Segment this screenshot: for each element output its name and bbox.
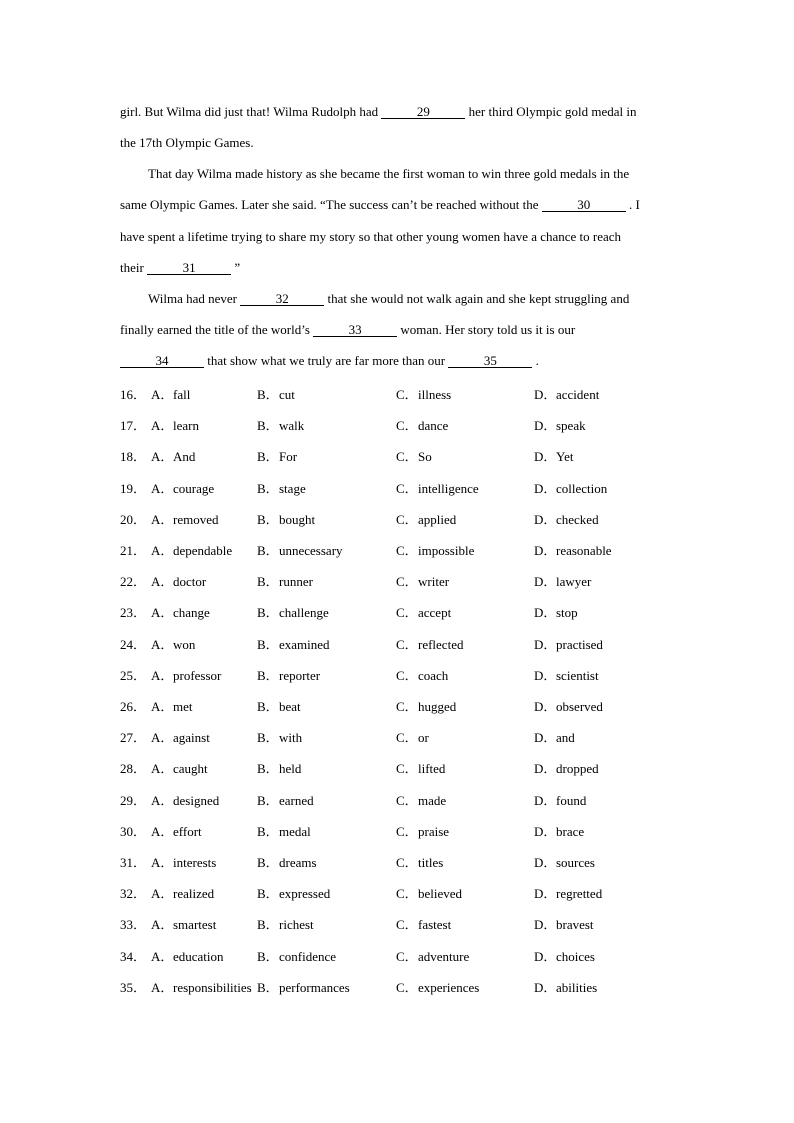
option-c[interactable]: [396, 540, 474, 559]
option-b[interactable]: [257, 790, 314, 809]
option-text: hugged: [418, 699, 457, 714]
option-d[interactable]: [534, 758, 599, 777]
option-letter: B．: [257, 574, 279, 589]
option-letter: C．: [396, 980, 418, 995]
option-text: met: [173, 699, 193, 714]
option-letter: C．: [396, 574, 418, 589]
option-letter: D．: [534, 886, 557, 901]
option-d[interactable]: [534, 540, 612, 559]
option-d[interactable]: [534, 509, 599, 528]
option-letter: C．: [396, 512, 418, 527]
option-letter: A．: [151, 512, 174, 527]
option-letter: A．: [151, 886, 174, 901]
option-text: stage: [279, 481, 306, 496]
option-b[interactable]: [257, 509, 315, 528]
option-text: confidence: [279, 949, 337, 964]
passage-text: that show what we truly are far more than our: [204, 353, 449, 368]
option-b[interactable]: [257, 665, 320, 684]
option-letter: A．: [151, 449, 174, 464]
option-text: writer: [418, 574, 450, 589]
option-c[interactable]: [396, 758, 445, 777]
passage-text: the 17th Olympic Games.: [120, 135, 254, 150]
option-a[interactable]: [151, 602, 210, 621]
question-number: 21．: [120, 543, 147, 558]
passage-line-1: [120, 104, 637, 120]
option-letter: D．: [534, 574, 557, 589]
option-letter: C．: [396, 855, 418, 870]
option-text: abilities: [556, 980, 598, 995]
option-d[interactable]: [534, 946, 595, 965]
option-text: found: [556, 793, 587, 808]
option-text: with: [279, 730, 303, 745]
option-letter: B．: [257, 418, 279, 433]
option-letter: A．: [151, 699, 174, 714]
passage-text: . I: [625, 197, 640, 212]
option-letter: B．: [257, 512, 279, 527]
question-number: 27．: [120, 730, 147, 745]
option-text: runner: [279, 574, 313, 589]
option-d[interactable]: [534, 821, 584, 840]
option-letter: D．: [534, 980, 557, 995]
passage-line-7: [148, 291, 629, 307]
question-number: 32．: [120, 886, 147, 901]
option-b[interactable]: [257, 540, 343, 559]
option-letter: B．: [257, 824, 279, 839]
option-letter: A．: [151, 543, 174, 558]
option-text: won: [173, 637, 196, 652]
option-text: earned: [279, 793, 314, 808]
option-b[interactable]: [257, 571, 313, 590]
passage-text: girl. But Wilma did just that! Wilma Rudolph had: [120, 104, 382, 119]
question-number: 29．: [120, 793, 147, 808]
option-letter: C．: [396, 481, 418, 496]
option-text: interests: [173, 855, 217, 870]
option-text: bravest: [556, 917, 594, 932]
option-text: unnecessary: [279, 543, 343, 558]
option-letter: B．: [257, 543, 279, 558]
option-b[interactable]: [257, 758, 301, 777]
option-letter: C．: [396, 543, 418, 558]
option-b[interactable]: [257, 852, 317, 871]
option-letter: A．: [151, 824, 174, 839]
option-c[interactable]: [396, 790, 446, 809]
option-text: experiences: [418, 980, 480, 995]
option-d[interactable]: [534, 571, 591, 590]
option-text: and: [556, 730, 575, 745]
option-text: praise: [418, 824, 450, 839]
option-letter: C．: [396, 699, 418, 714]
passage-text: that she would not walk again and she kept struggling and: [324, 291, 630, 306]
option-a[interactable]: [151, 946, 224, 965]
option-letter: B．: [257, 730, 279, 745]
option-letter: D．: [534, 793, 557, 808]
option-text: responsibilities: [173, 980, 252, 995]
passage-line-5: [120, 229, 621, 245]
passage-text: her third Olympic gold medal in: [465, 104, 637, 119]
option-text: caught: [173, 761, 208, 776]
option-a[interactable]: [151, 696, 193, 715]
option-text: dance: [418, 418, 449, 433]
option-letter: D．: [534, 387, 557, 402]
option-letter: A．: [151, 418, 174, 433]
option-letter: C．: [396, 605, 418, 620]
option-letter: B．: [257, 699, 279, 714]
blank-33[interactable]: 33: [313, 323, 397, 337]
option-text: stop: [556, 605, 578, 620]
option-d[interactable]: [534, 384, 599, 403]
option-text: expressed: [279, 886, 331, 901]
question-number: 24．: [120, 637, 147, 652]
option-b[interactable]: [257, 946, 336, 965]
option-text: performances: [279, 980, 350, 995]
option-letter: B．: [257, 761, 279, 776]
passage-line-8: [120, 322, 575, 338]
option-a[interactable]: [151, 977, 252, 996]
question-number: 34．: [120, 949, 147, 964]
passage-line-2: [120, 135, 254, 151]
option-c[interactable]: [396, 509, 456, 528]
option-text: learn: [173, 418, 199, 433]
option-letter: C．: [396, 637, 418, 652]
option-letter: C．: [396, 418, 418, 433]
option-text: fall: [173, 387, 191, 402]
option-letter: C．: [396, 917, 418, 932]
option-a[interactable]: [151, 852, 216, 871]
question-number: 22．: [120, 574, 147, 589]
question-number: 25．: [120, 668, 147, 683]
question-number: 31．: [120, 855, 147, 870]
option-text: challenge: [279, 605, 329, 620]
option-text: For: [279, 449, 298, 464]
option-text: scientist: [556, 668, 599, 683]
option-text: brace: [556, 824, 585, 839]
option-b[interactable]: [257, 821, 311, 840]
option-text: lifted: [418, 761, 446, 776]
option-letter: A．: [151, 793, 174, 808]
option-text: courage: [173, 481, 215, 496]
option-text: smartest: [173, 917, 217, 932]
option-text: change: [173, 605, 210, 620]
blank-32[interactable]: 32: [240, 292, 324, 306]
option-c[interactable]: [396, 727, 429, 746]
option-text: education: [173, 949, 224, 964]
option-letter: C．: [396, 668, 418, 683]
option-b[interactable]: [257, 602, 329, 621]
option-text: accept: [418, 605, 452, 620]
question-number: 19．: [120, 481, 147, 496]
option-letter: B．: [257, 886, 279, 901]
option-letter: B．: [257, 387, 279, 402]
passage-line-4: [120, 197, 640, 213]
option-letter: A．: [151, 637, 174, 652]
option-a[interactable]: [151, 446, 195, 465]
option-letter: B．: [257, 949, 279, 964]
passage-text: That day Wilma made history as she became the first woman to win three gold medals in the: [148, 166, 630, 181]
option-text: walk: [279, 418, 305, 433]
option-c[interactable]: [396, 946, 469, 965]
option-d[interactable]: [534, 883, 602, 902]
option-text: effort: [173, 824, 202, 839]
option-letter: A．: [151, 668, 174, 683]
option-b[interactable]: [257, 384, 295, 403]
question-number: 16．: [120, 387, 147, 402]
option-a[interactable]: [151, 883, 214, 902]
option-a[interactable]: [151, 758, 208, 777]
option-d[interactable]: [534, 852, 595, 871]
option-d[interactable]: [534, 665, 599, 684]
option-a[interactable]: [151, 415, 199, 434]
option-text: or: [418, 730, 429, 745]
passage-text: woman. Her story told us it is our: [397, 322, 576, 337]
passage-text: Wilma had never: [148, 291, 241, 306]
option-c[interactable]: [396, 852, 443, 871]
option-c[interactable]: [396, 634, 463, 653]
question-number: 17．: [120, 418, 147, 433]
option-letter: A．: [151, 949, 174, 964]
option-b[interactable]: [257, 634, 330, 653]
blank-30[interactable]: 30: [542, 198, 626, 212]
option-letter: D．: [534, 730, 557, 745]
option-text: reasonable: [556, 543, 612, 558]
option-text: collection: [556, 481, 608, 496]
passage-text: have spent a lifetime trying to share my story so that other young women have a chance to reach: [120, 229, 622, 244]
question-number: 33．: [120, 917, 147, 932]
passage-line-9: [120, 353, 539, 369]
option-a[interactable]: [151, 790, 219, 809]
option-letter: A．: [151, 730, 174, 745]
option-text: practised: [556, 637, 603, 652]
option-letter: B．: [257, 917, 279, 932]
option-text: illness: [418, 387, 452, 402]
option-letter: D．: [534, 418, 557, 433]
option-text: realized: [173, 886, 215, 901]
option-letter: B．: [257, 855, 279, 870]
option-text: accident: [556, 387, 600, 402]
option-text: adventure: [418, 949, 470, 964]
question-number: 35．: [120, 980, 147, 995]
option-letter: A．: [151, 574, 174, 589]
question-number: 26．: [120, 699, 147, 714]
option-text: coach: [418, 668, 449, 683]
option-d[interactable]: [534, 977, 597, 996]
option-letter: B．: [257, 793, 279, 808]
option-d[interactable]: [534, 790, 586, 809]
option-d[interactable]: [534, 478, 607, 497]
option-b[interactable]: [257, 478, 306, 497]
blank-31[interactable]: 31: [147, 261, 231, 275]
option-letter: B．: [257, 637, 279, 652]
option-text: bought: [279, 512, 316, 527]
option-letter: D．: [534, 481, 557, 496]
option-b[interactable]: [257, 727, 302, 746]
option-text: speak: [556, 418, 586, 433]
option-letter: D．: [534, 824, 557, 839]
option-letter: D．: [534, 949, 557, 964]
option-a[interactable]: [151, 914, 216, 933]
option-a[interactable]: [151, 478, 214, 497]
option-d[interactable]: [534, 602, 578, 621]
option-text: impossible: [418, 543, 475, 558]
option-letter: A．: [151, 387, 174, 402]
option-letter: D．: [534, 543, 557, 558]
option-text: regretted: [556, 886, 603, 901]
option-text: held: [279, 761, 302, 776]
option-c[interactable]: [396, 478, 479, 497]
option-letter: B．: [257, 980, 279, 995]
option-a[interactable]: [151, 571, 206, 590]
option-text: reporter: [279, 668, 321, 683]
option-a[interactable]: [151, 665, 221, 684]
option-text: beat: [279, 699, 301, 714]
option-letter: D．: [534, 761, 557, 776]
option-c[interactable]: [396, 602, 451, 621]
option-b[interactable]: [257, 415, 304, 434]
option-text: applied: [418, 512, 457, 527]
option-a[interactable]: [151, 727, 210, 746]
passage-text: their: [120, 260, 148, 275]
option-b[interactable]: [257, 696, 301, 715]
option-text: doctor: [173, 574, 207, 589]
option-text: cut: [279, 387, 295, 402]
option-letter: D．: [534, 668, 557, 683]
option-text: believed: [418, 886, 463, 901]
option-letter: C．: [396, 793, 418, 808]
option-letter: C．: [396, 730, 418, 745]
option-a[interactable]: [151, 509, 218, 528]
option-letter: C．: [396, 886, 418, 901]
option-a[interactable]: [151, 821, 202, 840]
option-text: So: [418, 449, 432, 464]
option-d[interactable]: [534, 415, 586, 434]
option-letter: D．: [534, 917, 557, 932]
option-text: made: [418, 793, 447, 808]
option-b[interactable]: [257, 446, 297, 465]
option-letter: C．: [396, 387, 418, 402]
question-number: 20．: [120, 512, 147, 527]
option-a[interactable]: [151, 540, 232, 559]
passage-line-6: [120, 260, 240, 276]
option-letter: A．: [151, 761, 174, 776]
question-number: 23．: [120, 605, 147, 620]
option-c[interactable]: [396, 415, 448, 434]
passage-line-3: [148, 166, 629, 182]
option-text: sources: [556, 855, 595, 870]
option-text: And: [173, 449, 196, 464]
option-c[interactable]: [396, 821, 449, 840]
option-text: dropped: [556, 761, 599, 776]
option-letter: B．: [257, 668, 279, 683]
option-letter: C．: [396, 761, 418, 776]
passage-text: ”: [231, 260, 241, 275]
option-text: dreams: [279, 855, 317, 870]
option-c[interactable]: [396, 571, 449, 590]
option-letter: D．: [534, 605, 557, 620]
blank-35[interactable]: 35: [448, 354, 532, 368]
option-d[interactable]: [534, 914, 594, 933]
blank-34[interactable]: 34: [120, 354, 204, 368]
option-text: titles: [418, 855, 444, 870]
option-text: observed: [556, 699, 603, 714]
option-text: checked: [556, 512, 599, 527]
option-b[interactable]: [257, 977, 350, 996]
option-letter: D．: [534, 855, 557, 870]
option-c[interactable]: [396, 883, 462, 902]
option-letter: C．: [396, 824, 418, 839]
option-text: intelligence: [418, 481, 479, 496]
option-text: Yet: [556, 449, 574, 464]
option-text: fastest: [418, 917, 452, 932]
option-a[interactable]: [151, 384, 190, 403]
option-text: reflected: [418, 637, 464, 652]
option-text: removed: [173, 512, 219, 527]
question-number: 30．: [120, 824, 147, 839]
passage-text: finally earned the title of the world’s: [120, 322, 314, 337]
option-letter: D．: [534, 699, 557, 714]
option-text: professor: [173, 668, 222, 683]
question-number: 18．: [120, 449, 147, 464]
passage-text: .: [532, 353, 539, 368]
option-letter: C．: [396, 449, 418, 464]
option-text: dependable: [173, 543, 233, 558]
option-text: designed: [173, 793, 220, 808]
option-text: choices: [556, 949, 595, 964]
option-letter: B．: [257, 605, 279, 620]
option-letter: D．: [534, 449, 557, 464]
option-letter: B．: [257, 481, 279, 496]
option-letter: D．: [534, 512, 557, 527]
option-d[interactable]: [534, 696, 603, 715]
option-c[interactable]: [396, 977, 479, 996]
option-c[interactable]: [396, 446, 432, 465]
option-d[interactable]: [534, 634, 603, 653]
passage-text: same Olympic Games. Later she said. “The success can’t be reached without the: [120, 197, 542, 212]
option-letter: C．: [396, 949, 418, 964]
option-letter: A．: [151, 605, 174, 620]
option-c[interactable]: [396, 384, 451, 403]
option-b[interactable]: [257, 883, 330, 902]
option-text: medal: [279, 824, 311, 839]
option-text: against: [173, 730, 210, 745]
option-letter: A．: [151, 917, 174, 932]
option-letter: A．: [151, 980, 174, 995]
option-d[interactable]: [534, 727, 575, 746]
option-c[interactable]: [396, 665, 448, 684]
option-letter: A．: [151, 481, 174, 496]
blank-29[interactable]: 29: [381, 105, 465, 119]
option-c[interactable]: [396, 914, 451, 933]
question-number: 28．: [120, 761, 147, 776]
option-letter: A．: [151, 855, 174, 870]
option-text: examined: [279, 637, 330, 652]
option-letter: B．: [257, 449, 279, 464]
option-text: richest: [279, 917, 314, 932]
option-text: lawyer: [556, 574, 592, 589]
option-c[interactable]: [396, 696, 456, 715]
option-b[interactable]: [257, 914, 314, 933]
option-letter: D．: [534, 637, 557, 652]
option-d[interactable]: [534, 446, 573, 465]
option-a[interactable]: [151, 634, 195, 653]
